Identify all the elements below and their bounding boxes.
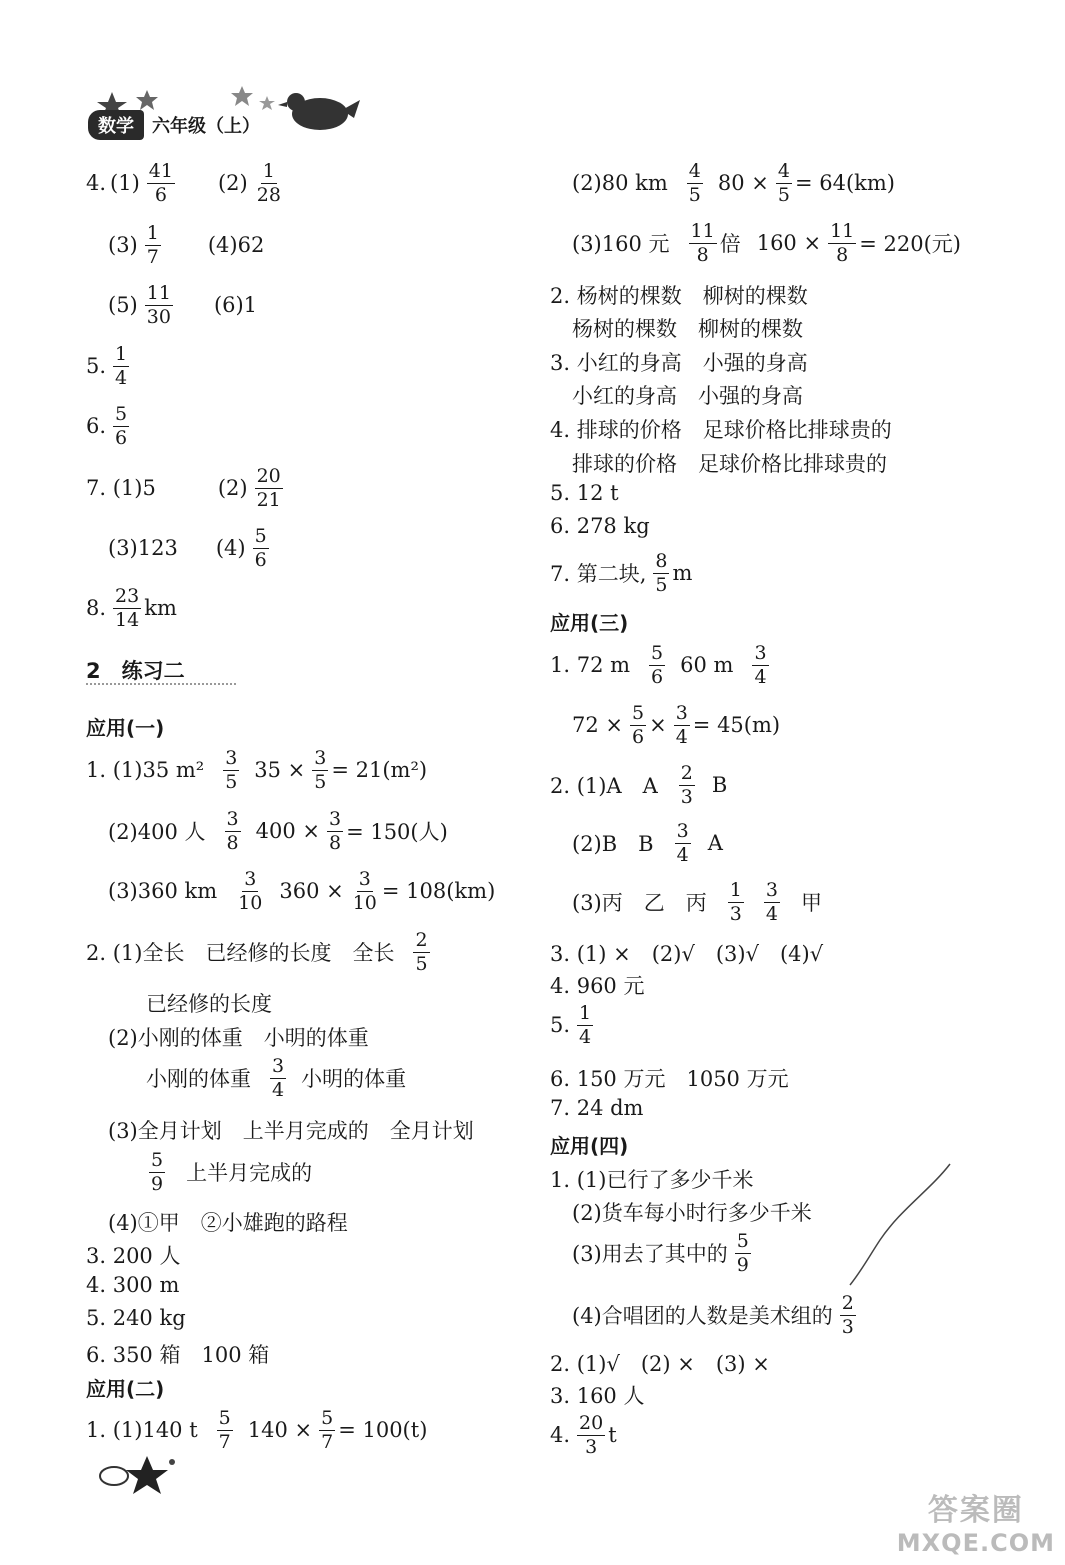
a1-1-label: 1. (1)35 m² bbox=[86, 758, 205, 782]
b1-2-label: (2)80 km bbox=[572, 171, 668, 195]
fraction-numerator: 41 bbox=[148, 159, 173, 182]
c2-2-b: A bbox=[707, 831, 723, 855]
right-b4a: 4. 排球的价格 足球价格比排球贵的 bbox=[550, 418, 892, 442]
fraction-numerator: 2 bbox=[841, 1291, 854, 1314]
fraction-denominator: 5 bbox=[777, 183, 790, 206]
right-c2-row3 bbox=[572, 878, 826, 925]
left-a2-3: (3)全月计划 上半月完成的 全月计划 bbox=[108, 1119, 474, 1143]
a1-1-expr-a: 35 × bbox=[254, 758, 306, 782]
c2-3-b: 甲 bbox=[800, 891, 822, 915]
left-a2-2b-row bbox=[146, 1054, 410, 1101]
a1-2-expr-b: = 150(人) bbox=[346, 820, 448, 844]
right-c1-row1 bbox=[550, 641, 772, 688]
heading-app3: 应用(三) bbox=[550, 611, 629, 635]
d1-4-fraction bbox=[840, 1293, 856, 1338]
q4-2-label: (2) bbox=[217, 171, 248, 195]
fraction-numerator: 5 bbox=[321, 1406, 334, 1429]
q8-fraction bbox=[113, 586, 141, 631]
fraction-denominator: 3 bbox=[841, 1315, 854, 1338]
fraction-numerator: 3 bbox=[765, 878, 778, 901]
left-a2-3b-row bbox=[146, 1148, 316, 1195]
right-b2a: 2. 杨树的棵数 柳树的棵数 bbox=[550, 284, 808, 308]
c2-2-label: (2)B B bbox=[572, 832, 654, 856]
fraction-denominator: 6 bbox=[115, 426, 128, 449]
left-q4-row2 bbox=[108, 221, 268, 268]
c1-fraction-2 bbox=[752, 643, 768, 688]
fraction-denominator: 9 bbox=[151, 1172, 164, 1195]
q7-1-answer: 7. (1)5 bbox=[86, 476, 156, 500]
fraction-denominator: 8 bbox=[836, 243, 849, 266]
q8-unit: km bbox=[144, 596, 177, 620]
right-b3b: 小红的身高 小强的身高 bbox=[572, 384, 803, 408]
right-b1-row3 bbox=[572, 219, 965, 266]
watermark-url: MXQE.COM bbox=[896, 1529, 1055, 1557]
fraction-denominator: 5 bbox=[314, 770, 327, 793]
fraction-denominator: 21 bbox=[256, 488, 281, 511]
left-a1-row3 bbox=[108, 867, 499, 914]
b1-3-expr-b: = 220(元) bbox=[859, 232, 961, 256]
b1-1-expr-a: 140 × bbox=[247, 1418, 313, 1442]
fraction-numerator: 3 bbox=[272, 1054, 285, 1077]
left-a6: 6. 350 箱 100 箱 bbox=[86, 1343, 270, 1367]
fraction-denominator: 4 bbox=[676, 843, 689, 866]
fraction-denominator: 3 bbox=[585, 1435, 598, 1458]
q7-2-label: (2) bbox=[217, 476, 248, 500]
right-b1-row2 bbox=[572, 159, 899, 206]
a2-3b-fraction bbox=[149, 1150, 165, 1195]
right-d4 bbox=[550, 1411, 621, 1458]
fraction-numerator: 3 bbox=[358, 867, 371, 890]
right-b2b: 杨树的棵数 柳树的棵数 bbox=[572, 317, 803, 341]
fraction-numerator: 3 bbox=[314, 746, 327, 769]
left-a2-row1 bbox=[86, 928, 433, 975]
q5-label: 5. bbox=[86, 354, 107, 378]
d1-3-fraction bbox=[735, 1231, 751, 1276]
left-a1-row1 bbox=[86, 746, 431, 793]
fraction-numerator: 1 bbox=[262, 159, 275, 182]
a1-1-fraction bbox=[223, 748, 239, 793]
fraction-denominator: 4 bbox=[675, 725, 688, 748]
right-c7: 7. 24 dm bbox=[550, 1096, 644, 1120]
left-q4-row3 bbox=[108, 281, 261, 328]
fraction-numerator: 5 bbox=[632, 701, 645, 724]
fraction-denominator: 3 bbox=[729, 902, 742, 925]
right-c2-row2 bbox=[572, 819, 727, 866]
q4-1-label: (1) bbox=[110, 171, 140, 195]
d4-label: 4. bbox=[550, 1423, 571, 1447]
q4-4-answer: (4)62 bbox=[207, 233, 265, 257]
left-b1-row1 bbox=[86, 1406, 431, 1453]
a1-2-label: (2)400 人 bbox=[108, 820, 206, 844]
fraction-numerator: 1 bbox=[146, 221, 159, 244]
b1-3-expr-fraction bbox=[828, 221, 856, 266]
fraction-numerator: 11 bbox=[830, 219, 855, 242]
watermark bbox=[897, 1485, 1055, 1557]
fraction-denominator: 6 bbox=[651, 665, 664, 688]
fraction-denominator: 6 bbox=[632, 725, 645, 748]
q4-2-fraction bbox=[255, 161, 283, 206]
q5-fraction bbox=[113, 344, 129, 389]
b1-1-expr-fraction bbox=[319, 1408, 335, 1453]
left-a2-4: (4)①甲 ②小雄跑的路程 bbox=[108, 1211, 348, 1235]
a1-2-expr-fraction bbox=[327, 809, 343, 854]
fraction-denominator: 7 bbox=[321, 1430, 334, 1453]
c5-label: 5. bbox=[550, 1013, 571, 1037]
fraction-denominator: 4 bbox=[754, 665, 767, 688]
right-c1-row2 bbox=[572, 701, 784, 748]
right-b6: 6. 278 kg bbox=[550, 514, 650, 538]
right-d1-1: 1. (1)已行了多少千米 bbox=[550, 1168, 754, 1192]
b7-unit: m bbox=[672, 561, 693, 585]
fraction-numerator: 2 bbox=[680, 761, 693, 784]
fraction-denominator: 14 bbox=[115, 608, 140, 631]
right-c3: 3. (1) × (2)√ (3)√ (4)√ bbox=[550, 942, 824, 966]
c1-expr-a: 72 × bbox=[572, 713, 623, 737]
left-q4-row1 bbox=[86, 159, 286, 206]
a2-1-fraction bbox=[413, 930, 429, 975]
fraction-denominator: 6 bbox=[254, 548, 267, 571]
a1-2-fraction bbox=[225, 809, 241, 854]
fraction-denominator: 6 bbox=[154, 183, 167, 206]
a1-2-expr-a: 400 × bbox=[255, 819, 320, 843]
fraction-denominator: 8 bbox=[328, 831, 342, 854]
heading-app1: 应用(一) bbox=[86, 716, 165, 740]
b1-1-fraction bbox=[217, 1408, 233, 1453]
fraction-numerator: 4 bbox=[688, 159, 701, 182]
q4-3-label: (3) bbox=[108, 233, 138, 257]
fraction-numerator: 5 bbox=[736, 1229, 749, 1252]
b1-3-unit: 倍 bbox=[719, 232, 741, 256]
q4-6-answer: (6)1 bbox=[213, 293, 258, 317]
a2-2b-fraction bbox=[270, 1056, 286, 1101]
fraction-denominator: 30 bbox=[146, 305, 171, 328]
a1-1-expr-fraction bbox=[312, 748, 328, 793]
fraction-numerator: 5 bbox=[651, 641, 664, 664]
fraction-numerator: 3 bbox=[244, 867, 257, 890]
c1-mid: 60 m bbox=[680, 653, 734, 677]
b7-label: 7. 第二块, bbox=[550, 562, 647, 586]
d4-fraction bbox=[577, 1413, 605, 1458]
fraction-denominator: 5 bbox=[415, 952, 428, 975]
left-a2-1b: 已经修的长度 bbox=[146, 992, 272, 1016]
fraction-denominator: 9 bbox=[736, 1253, 749, 1276]
a1-3-fraction bbox=[236, 869, 264, 914]
a1-3-label: (3)360 km bbox=[108, 879, 218, 903]
d4-unit: t bbox=[608, 1423, 617, 1447]
right-c2-row1 bbox=[550, 761, 731, 808]
right-d2: 2. (1)√ (2) × (3) × bbox=[550, 1352, 770, 1376]
fraction-denominator: 10 bbox=[352, 891, 377, 914]
fraction-denominator: 5 bbox=[688, 183, 701, 206]
b1-2-fraction bbox=[687, 161, 703, 206]
a2-1-text: 2. (1)全长 已经修的长度 全长 bbox=[86, 941, 395, 965]
fraction-numerator: 3 bbox=[225, 746, 238, 769]
fraction-numerator: 11 bbox=[146, 281, 171, 304]
a2-2b-b: 小明的体重 bbox=[301, 1067, 407, 1091]
q4-3-fraction bbox=[145, 223, 161, 268]
right-c5 bbox=[550, 1001, 596, 1048]
b7-fraction bbox=[653, 551, 669, 596]
c2-1-fraction bbox=[679, 763, 695, 808]
right-d1-3 bbox=[572, 1229, 754, 1276]
grade-label: 六年级（上） bbox=[152, 116, 260, 137]
section-underline bbox=[86, 683, 236, 691]
fraction-numerator: 5 bbox=[151, 1148, 164, 1171]
c2-2-fraction bbox=[675, 821, 691, 866]
fraction-numerator: 23 bbox=[115, 584, 140, 607]
fraction-denominator: 8 bbox=[696, 243, 709, 266]
fraction-denominator: 4 bbox=[579, 1025, 592, 1048]
c2-1-label: 2. (1)A A bbox=[550, 774, 658, 798]
c1-expr-x: × bbox=[649, 713, 667, 737]
fraction-numerator: 2 bbox=[415, 928, 428, 951]
fraction-denominator: 4 bbox=[765, 902, 778, 925]
c1-fraction-1 bbox=[649, 643, 665, 688]
fraction-numerator: 20 bbox=[256, 464, 281, 487]
left-a2-2: (2)小刚的体重 小明的体重 bbox=[108, 1026, 369, 1050]
fraction-numerator: 3 bbox=[328, 807, 342, 830]
left-q7-row1 bbox=[86, 464, 286, 511]
c1-label: 1. 72 m bbox=[550, 653, 631, 677]
left-a4: 4. 300 m bbox=[86, 1273, 180, 1297]
right-c6: 6. 150 万元 1050 万元 bbox=[550, 1067, 789, 1091]
fraction-numerator: 3 bbox=[754, 641, 767, 664]
fraction-numerator: 3 bbox=[676, 819, 689, 842]
fraction-denominator: 4 bbox=[272, 1078, 285, 1101]
c1-expr-fraction-2 bbox=[674, 703, 690, 748]
c2-3-fraction-1 bbox=[728, 880, 744, 925]
fraction-denominator: 4 bbox=[115, 366, 128, 389]
q6-label: 6. bbox=[86, 414, 107, 438]
a1-1-expr-b: = 21(m²) bbox=[331, 758, 428, 782]
fraction-denominator: 10 bbox=[238, 891, 263, 914]
d1-3-text: (3)用去了其中的 bbox=[572, 1242, 728, 1266]
q7-2-fraction bbox=[255, 466, 283, 511]
fraction-numerator: 1 bbox=[579, 1001, 592, 1024]
right-b4b: 排球的价格 足球价格比排球贵的 bbox=[572, 452, 887, 476]
q8-label: 8. bbox=[86, 596, 107, 620]
b1-3-label: (3)160 元 bbox=[572, 232, 670, 256]
right-d1-4 bbox=[572, 1291, 859, 1338]
heading-app4: 应用(四) bbox=[550, 1134, 629, 1158]
q7-3-answer: (3)123 bbox=[108, 536, 178, 560]
b1-1-label: 1. (1)140 t bbox=[86, 1418, 198, 1442]
right-b7 bbox=[550, 549, 696, 596]
fraction-numerator: 1 bbox=[729, 878, 742, 901]
a1-3-expr-a: 360 × bbox=[279, 879, 344, 903]
fraction-numerator: 5 bbox=[115, 402, 128, 425]
fraction-numerator: 8 bbox=[655, 549, 668, 572]
fraction-numerator: 3 bbox=[675, 701, 688, 724]
q4-label: 4. bbox=[86, 171, 107, 195]
a1-3-expr-fraction bbox=[351, 869, 379, 914]
b1-3-fraction bbox=[689, 221, 717, 266]
fraction-numerator: 4 bbox=[777, 159, 790, 182]
left-a1-row2 bbox=[108, 807, 452, 854]
left-a5: 5. 240 kg bbox=[86, 1306, 186, 1330]
fraction-numerator: 20 bbox=[579, 1411, 604, 1434]
fraction-denominator: 28 bbox=[256, 183, 281, 206]
b1-2-expr-b: = 64(km) bbox=[794, 171, 896, 195]
c1-expr-b: = 45(m) bbox=[692, 713, 781, 737]
fraction-denominator: 7 bbox=[146, 245, 159, 268]
fraction-numerator: 5 bbox=[218, 1406, 231, 1429]
c5-fraction bbox=[577, 1003, 593, 1048]
q6-fraction bbox=[113, 404, 129, 449]
right-d3: 3. 160 人 bbox=[550, 1384, 645, 1408]
a2-2b-a: 小刚的体重 bbox=[146, 1067, 251, 1091]
b1-1-expr-b: = 100(t) bbox=[338, 1418, 428, 1442]
section-title-2: 2 练习二 bbox=[86, 659, 185, 683]
q4-5-label: (5) bbox=[108, 293, 138, 317]
header bbox=[88, 110, 260, 140]
q4-5-fraction bbox=[145, 283, 173, 328]
left-q8 bbox=[86, 584, 181, 631]
q7-4-fraction bbox=[253, 526, 269, 571]
d1-4-text: (4)合唱团的人数是美术组的 bbox=[572, 1304, 833, 1328]
fraction-denominator: 3 bbox=[680, 785, 693, 808]
right-c4: 4. 960 元 bbox=[550, 974, 645, 998]
fraction-denominator: 5 bbox=[655, 573, 668, 596]
subject-tag: 数学 bbox=[88, 110, 144, 140]
heading-app2: 应用(二) bbox=[86, 1377, 165, 1401]
left-q7-row2 bbox=[108, 524, 272, 571]
fraction-numerator: 1 bbox=[115, 342, 128, 365]
b1-2-expr-fraction bbox=[776, 161, 792, 206]
fraction-numerator: 11 bbox=[690, 219, 715, 242]
b1-3-expr-a: 160 × bbox=[756, 231, 822, 255]
fraction-numerator: 3 bbox=[226, 807, 239, 830]
right-b5: 5. 12 t bbox=[550, 481, 619, 505]
a2-3b-b: 上半月完成的 bbox=[186, 1161, 313, 1185]
right-b3a: 3. 小红的身高 小强的身高 bbox=[550, 351, 808, 375]
left-q5 bbox=[86, 342, 132, 389]
fraction-denominator: 5 bbox=[225, 770, 238, 793]
fraction-denominator: 7 bbox=[218, 1430, 231, 1453]
left-a3: 3. 200 人 bbox=[86, 1244, 181, 1268]
right-d1-2: (2)货车每小时行多少千米 bbox=[572, 1201, 812, 1225]
c2-3-label: (3)丙 乙 丙 bbox=[572, 891, 707, 915]
watermark-top: 答案圈 bbox=[927, 1493, 1024, 1528]
pen-mark bbox=[840, 1160, 960, 1295]
q7-4-label: (4) bbox=[215, 536, 246, 560]
fraction-numerator: 5 bbox=[254, 524, 267, 547]
a1-3-expr-b: = 108(km) bbox=[381, 879, 496, 903]
footer-decoration bbox=[92, 1448, 182, 1503]
c2-3-fraction-2 bbox=[764, 880, 780, 925]
left-q6 bbox=[86, 402, 132, 449]
fraction-denominator: 8 bbox=[226, 831, 239, 854]
c1-expr-fraction-1 bbox=[630, 703, 646, 748]
b1-2-expr-a: 80 × bbox=[717, 171, 769, 195]
c2-1-b: B bbox=[711, 773, 728, 797]
q4-1-fraction bbox=[147, 161, 175, 206]
